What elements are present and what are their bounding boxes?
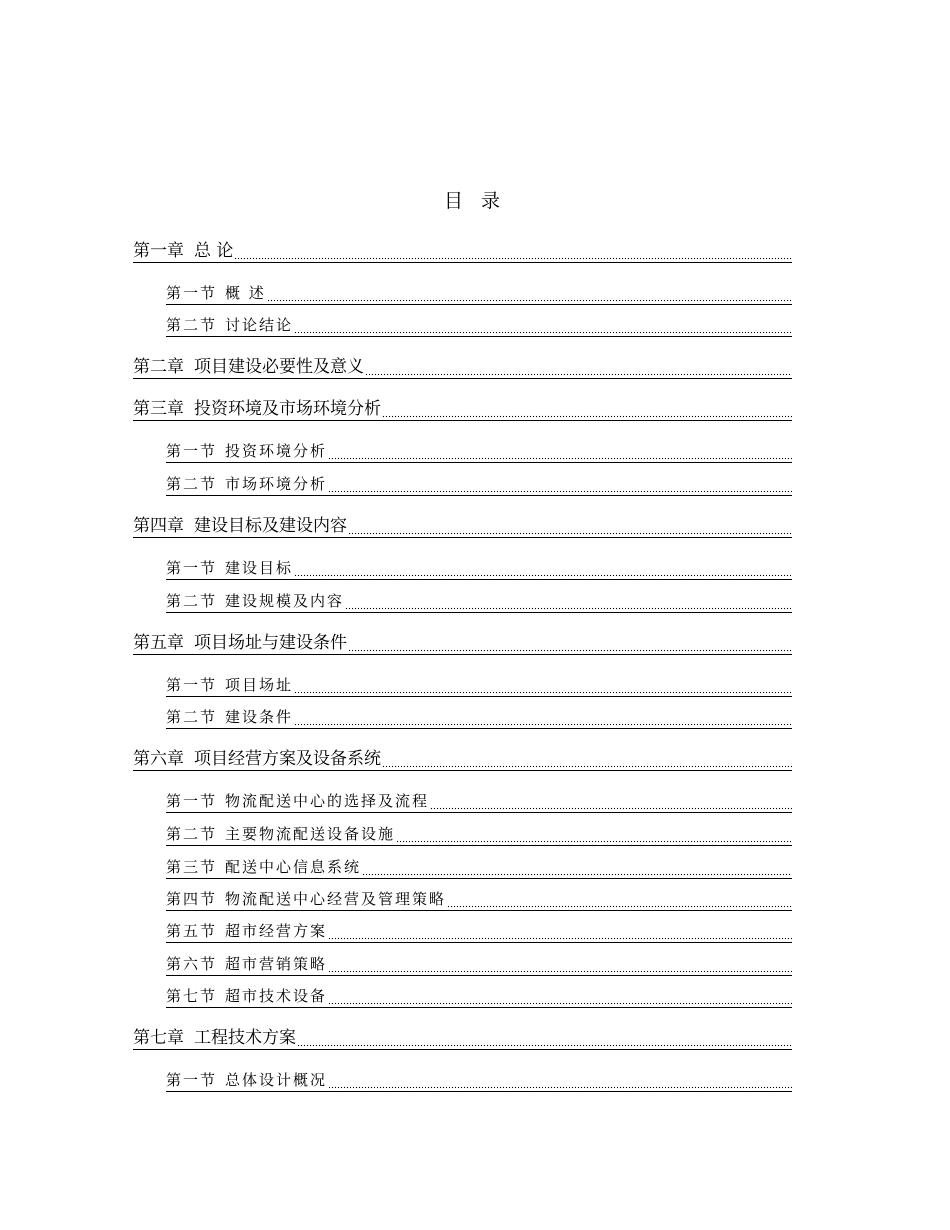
toc-entry-label: 第一节 项目场址	[166, 676, 294, 694]
dot-leader	[294, 331, 792, 334]
toc-entry-label: 第三节 配送中心信息系统	[166, 858, 362, 876]
toc-section-7-1[interactable]	[166, 1069, 792, 1092]
toc-entry-label: 第二节 建设规模及内容	[166, 592, 345, 610]
toc-chapter-4[interactable]	[133, 515, 792, 538]
dot-leader	[362, 873, 792, 876]
toc-section-6-7[interactable]	[166, 985, 792, 1008]
dot-leader	[234, 257, 792, 260]
toc-entry-label: 第六章 项目经营方案及设备系统	[133, 749, 381, 769]
toc-section-1-1[interactable]	[166, 282, 792, 305]
toc-chapter-7[interactable]	[133, 1027, 792, 1050]
toc-entry-label: 第一节 物流配送中心的选择及流程	[166, 792, 430, 810]
toc-section-6-3[interactable]	[166, 856, 792, 879]
toc-entry-label: 第二章 项目建设必要性及意义	[133, 357, 364, 377]
toc-section-3-1[interactable]	[166, 440, 792, 463]
toc-entry-label: 第四章 建设目标及建设内容	[133, 516, 347, 536]
dot-leader	[267, 299, 792, 302]
toc-entry-label: 第五章 项目场址与建设条件	[133, 633, 347, 653]
dot-leader	[382, 415, 792, 418]
toc-section-4-1[interactable]	[166, 557, 792, 580]
toc-entry-label: 第二节 讨论结论	[166, 316, 294, 334]
toc-section-3-2[interactable]	[166, 473, 792, 496]
dot-leader	[348, 532, 792, 535]
toc-entry-label: 第一节 概 述	[166, 284, 266, 302]
toc-entry-label: 第六节 超市营销策略	[166, 955, 328, 973]
dot-leader	[294, 574, 792, 577]
dot-leader	[328, 937, 792, 940]
toc-entry-label: 第一章 总 论	[133, 241, 234, 261]
toc-section-6-5[interactable]	[166, 920, 792, 943]
dot-leader	[348, 649, 792, 652]
page-title: 目 录	[443, 190, 507, 212]
toc-section-5-2[interactable]	[166, 706, 792, 729]
toc-section-6-6[interactable]	[166, 953, 792, 976]
toc-entry-label: 第二节 主要物流配送设备设施	[166, 825, 396, 843]
toc-section-4-2[interactable]	[166, 590, 792, 613]
toc-chapter-6[interactable]	[133, 748, 792, 771]
toc-entry-label: 第七节 超市技术设备	[166, 987, 328, 1005]
toc-section-1-2[interactable]	[166, 314, 792, 337]
dot-leader	[345, 607, 792, 610]
dot-leader	[430, 807, 792, 810]
toc-entry-label: 第二节 市场环境分析	[166, 475, 328, 493]
toc-entry-label: 第三章 投资环境及市场环境分析	[133, 399, 381, 419]
dot-leader	[294, 723, 792, 726]
toc-entry-label: 第一节 总体设计概况	[166, 1071, 328, 1089]
toc-section-6-2[interactable]	[166, 823, 792, 846]
dot-leader	[297, 1044, 792, 1047]
toc-chapter-3[interactable]	[133, 398, 792, 421]
toc-entry-label: 第四节 物流配送中心经营及管理策略	[166, 890, 447, 908]
dot-leader	[328, 490, 792, 493]
dot-leader	[328, 970, 792, 973]
dot-leader	[294, 691, 792, 694]
toc-section-6-1[interactable]	[166, 790, 792, 813]
dot-leader	[396, 840, 792, 843]
toc-section-5-1[interactable]	[166, 674, 792, 697]
dot-leader	[328, 457, 792, 460]
toc-entry-label: 第二节 建设条件	[166, 708, 294, 726]
toc-entry-label: 第五节 超市经营方案	[166, 922, 328, 940]
toc-section-6-4[interactable]	[166, 888, 792, 911]
toc-chapter-5[interactable]	[133, 632, 792, 655]
dot-leader	[382, 765, 792, 768]
dot-leader	[328, 1086, 792, 1089]
toc-entry-label: 第一节 投资环境分析	[166, 442, 328, 460]
dot-leader	[365, 373, 792, 376]
toc-chapter-1[interactable]	[133, 240, 792, 263]
toc-chapter-2[interactable]	[133, 356, 792, 379]
dot-leader	[447, 905, 792, 908]
toc-entry-label: 第一节 建设目标	[166, 559, 294, 577]
toc-entry-label: 第七章 工程技术方案	[133, 1028, 296, 1048]
dot-leader	[328, 1002, 792, 1005]
